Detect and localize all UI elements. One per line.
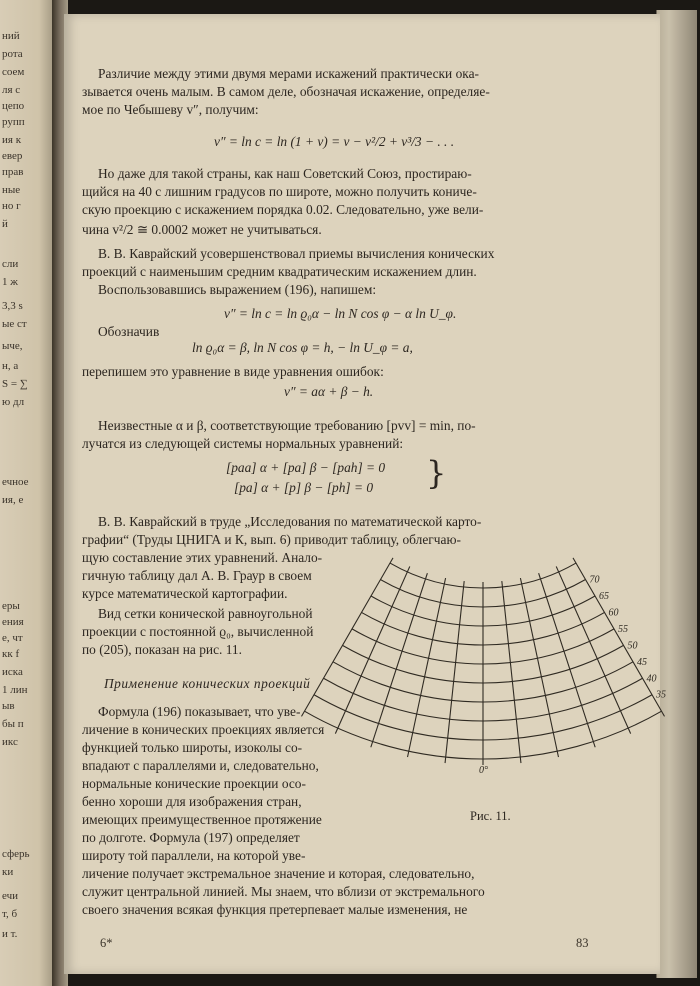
text-line: Обозначив <box>98 324 160 339</box>
latitude-label: 60 <box>608 607 619 619</box>
facing-page-text-fragment: ения <box>2 616 24 628</box>
text-line: щийся на 40 с лишним градусов по широте, можно получить кониче- <box>82 184 477 199</box>
latitude-label: 40 <box>646 673 657 685</box>
facing-page-text-fragment: н, а <box>2 360 19 372</box>
page-edge-stack <box>656 10 697 978</box>
facing-page-text-fragment: 1 лин <box>2 684 28 696</box>
latitude-label: 55 <box>618 623 628 635</box>
facing-page-text-fragment: ыв <box>2 700 15 712</box>
meridian-line <box>520 578 558 757</box>
text-line: курсе математической картографии. <box>82 586 288 601</box>
facing-page-text-fragment: т, б <box>2 908 18 920</box>
facing-page-fragment <box>0 0 56 986</box>
facing-page-text-fragment: ечи <box>2 890 19 902</box>
text-line: Неизвестные α и β, соответствующие требованию [pvv] = min, по- <box>98 418 476 433</box>
facing-page-text-fragment: ия к <box>2 134 22 146</box>
latitude-label: 45 <box>637 656 647 668</box>
figure-caption: Рис. 11. <box>470 809 511 823</box>
meridian-line <box>573 558 665 716</box>
facing-page-text-fragment: евер <box>2 150 23 162</box>
text-line: проекции с постоянной ϱ₀, вычисленной <box>82 624 314 639</box>
facing-page-text-fragment: сферь <box>2 848 30 860</box>
section-heading: Применение конических проекций <box>104 676 311 691</box>
formula-notation: ln ϱ₀α = β, ln N cos φ = h, − ln U_φ = a, <box>192 340 413 355</box>
normal-equation-2: [pa] α + [p] β − [ph] = 0 <box>234 480 374 495</box>
facing-page-text-fragment: ыче, <box>2 340 23 352</box>
facing-page-text-fragment: ю дл <box>2 396 25 408</box>
facing-page-text-fragment: 1 ж <box>2 276 18 288</box>
signature-mark: 6* <box>100 936 113 950</box>
facing-page-text-fragment: кк f <box>2 648 20 660</box>
facing-page-text-fragment: но г <box>2 200 21 212</box>
facing-page-text-fragment: ний <box>2 30 20 42</box>
latitude-label: 50 <box>627 640 638 652</box>
normal-equation-1: [paa] α + [pa] β − [pah] = 0 <box>226 460 386 475</box>
facing-page-text-fragment: цепо <box>2 100 25 112</box>
latitude-label: 35 <box>656 689 666 701</box>
text-line: впадают с параллелями и, следовательно, <box>82 758 319 773</box>
latitude-label: 65 <box>599 590 609 602</box>
text-line: имеющих преимущественное протяжение <box>82 812 322 827</box>
facing-page-text-fragment: иска <box>2 666 23 678</box>
formula-v-ln-c: v″ = ln c = ln ϱ₀α − ln N cos φ − α ln U_φ. <box>224 306 457 321</box>
facing-page-text-fragment: 3,3 s <box>2 300 23 312</box>
system-brace: } <box>426 454 447 492</box>
facing-page-text-fragment: ечное <box>2 476 29 488</box>
formula-error-equation: v″ = aα + β − h. <box>284 384 374 399</box>
facing-page-text-fragment: соем <box>2 66 25 78</box>
meridian-line <box>445 581 464 763</box>
text-line: функцией только широты, изоколы со- <box>82 740 303 755</box>
facing-page-text-fragment: рупп <box>2 116 25 128</box>
text-line: лучатся из следующей системы нормальных уравнений: <box>82 436 404 451</box>
text-line: В. В. Каврайский в труде „Исследования по математической карто- <box>98 514 482 529</box>
text-line: щую составление этих уравнений. Анало- <box>82 550 323 565</box>
book-page <box>64 14 666 974</box>
facing-page-text-fragment: и т. <box>2 928 18 940</box>
text-line: перепишем это уравнение в виде уравнения ошибок: <box>82 364 384 379</box>
text-line: чина v²/2 ≅ 0.0002 может не учитываться. <box>82 222 322 237</box>
text-line: Формула (196) показывает, что уве- <box>98 704 301 719</box>
facing-page-text-fragment: ые ст <box>2 318 27 330</box>
text-line: своего значения всякая функция претерпевает малые изменения, не <box>82 902 468 917</box>
facing-page-text-fragment: прав <box>2 166 24 178</box>
formula-series: v″ = ln c = ln (1 + v) = v − v²/2 + v³/3 − . . . <box>214 134 455 149</box>
text-line: В. В. Каврайский усовершенствовал приемы вычисления конических <box>98 246 495 261</box>
text-line: Но даже для такой страны, как наш Советский Союз, простираю- <box>98 166 472 181</box>
page-number: 83 <box>576 936 589 950</box>
latitude-label: 70 <box>589 574 600 586</box>
text-line: личение получает экстремальное значение и которая, следовательно, <box>82 866 475 881</box>
facing-page-text-fragment: е, чт <box>2 632 23 644</box>
facing-page-text-fragment: ные <box>2 184 21 196</box>
meridian-line <box>502 581 521 763</box>
text-line: по долготе. Формула (197) определяет <box>82 830 300 845</box>
facing-page-text-fragment: рота <box>2 48 23 60</box>
text-line: Вид сетки конической равноугольной <box>98 606 313 621</box>
text-line: личение в конических проекциях является <box>82 722 325 737</box>
text-line: Воспользовавшись выражением (196), напишем: <box>98 282 377 297</box>
text-line: нормальные конические проекции осо- <box>82 776 306 791</box>
facing-page-text-fragment: икс <box>2 736 18 748</box>
text-line: бенно хороши для изображения стран, <box>82 794 302 809</box>
conic-graticule-figure <box>397 552 666 802</box>
meridian-line <box>539 573 596 747</box>
meridian-line <box>371 573 428 747</box>
meridian-line <box>302 558 394 716</box>
text-line: мое по Чебышеву v″, получим: <box>82 102 259 117</box>
facing-page-text-fragment: ия, е <box>2 494 24 506</box>
facing-page-text-fragment: бы п <box>2 718 24 730</box>
meridian-label: 0° <box>479 765 488 776</box>
meridian-line <box>408 578 446 757</box>
facing-page-text-fragment: сли <box>2 258 19 270</box>
facing-page-text-fragment: еры <box>2 600 20 612</box>
text-line: проекций с наименьшим средним квадратическим искажением длин. <box>82 264 477 279</box>
text-line: служит центральной линией. Мы знаем, что вблизи от экстремального <box>82 884 485 899</box>
text-line: зывается очень малым. В самом деле, обозначая искажение, определяе- <box>82 84 490 99</box>
text-line: скую проекцию с искажением порядка 0.02. Следовательно, уже вели- <box>82 202 484 217</box>
facing-page-text-fragment: й <box>2 218 8 230</box>
text-line: широту той параллели, на которой уве- <box>82 848 306 863</box>
text-line: гичную таблицу дал А. В. Граур в своем <box>82 568 312 583</box>
facing-page-text-fragment: ки <box>2 866 14 878</box>
text-line: графии“ (Труды ЦНИГА и К, вып. 6) приводит таблицу, облегчаю- <box>82 532 461 547</box>
text-line: по (205), показан на рис. 11. <box>82 642 242 657</box>
text-line: Различие между этими двумя мерами искажений практически ока- <box>98 66 479 81</box>
facing-page-text-fragment: ля с <box>2 84 21 96</box>
facing-page-text-fragment: S = ∑ <box>2 378 28 390</box>
